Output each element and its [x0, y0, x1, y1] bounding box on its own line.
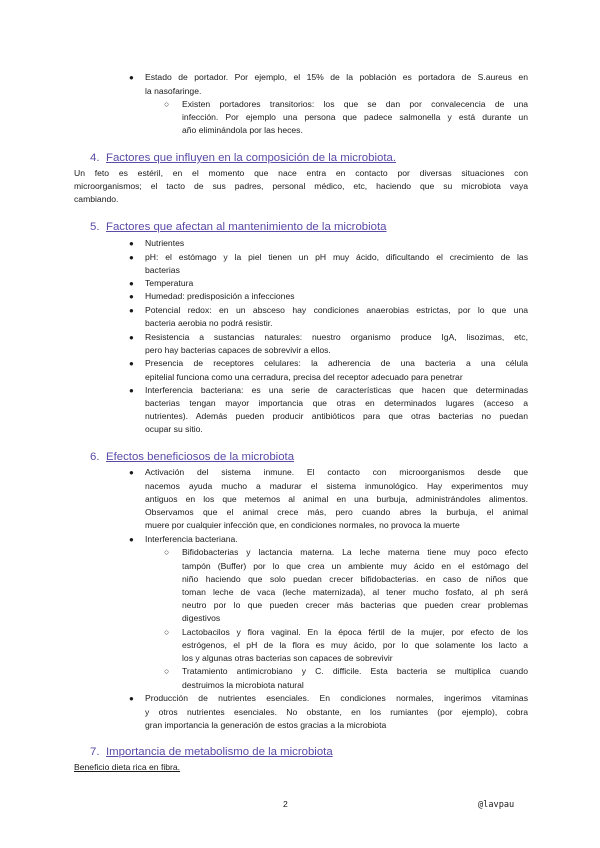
sub-list-item-cont: los y algunas otras bacterias son capaces de sobrevivir — [182, 653, 393, 663]
author-handle: @lavpau — [478, 800, 515, 810]
sub-list-item-cont: destruimos la microbiota natural — [182, 680, 304, 690]
list-item-cont: muere por cualquier infección que, en condiciones normales, no provoca la muerte — [145, 520, 460, 530]
list-item-cont: nacemos ayuda mucho a madurar el sistema inmunológico. Hay experimentos muy — [145, 481, 528, 491]
list-item: Interferencia bacteriana: es una serie de características que hacen que determinadas — [145, 385, 528, 395]
list-item: Resistencia a sustancias naturales: nuestro organismo produce IgA, lisozimas, etc, — [145, 332, 528, 342]
page-number: 2 — [283, 799, 288, 809]
section-title: Efectos beneficiosos de la microbiota — [106, 451, 295, 463]
bullet-icon: ● — [129, 694, 134, 703]
bullet-icon: ● — [129, 292, 134, 301]
list-item-cont: epitelial funciona como una cerradura, precisa del receptor adecuado para penetrar — [145, 372, 463, 382]
list-item: Temperatura — [145, 278, 194, 288]
paragraph-line: Un feto es estéril, en el momento que nace entra en contacto por diversas situaciones con — [74, 168, 528, 178]
list-item: Estado de portador. Por ejemplo, el 15% de la población es portadora de S.aureus en — [145, 72, 528, 82]
list-item: Humedad: predisposición a infecciones — [145, 291, 295, 301]
list-item: Interferencia bacteriana. — [145, 534, 238, 544]
list-item-cont: bacterias — [145, 265, 180, 275]
sub-list-item: Bifidobacterias y lactancia materna. La leche materna tiene muy poco efecto — [182, 547, 528, 557]
list-item: Presencia de receptores celulares: la adherencia de una bacteria a una célula — [145, 358, 528, 368]
paragraph-line: cambiando. — [74, 194, 119, 204]
list-item: Activación del sistema inmune. El contacto con microorganismos desde que — [145, 467, 528, 477]
sub-list-item: Tratamiento antimicrobiano y C. difficile. Esta bacteria se multiplica cuando — [182, 666, 528, 676]
bullet-icon: ● — [129, 73, 134, 82]
section-heading — [90, 745, 333, 760]
list-item-cont: ocupar su sitio. — [145, 424, 203, 434]
section-number: 6. — [90, 451, 100, 463]
section-heading — [90, 220, 387, 235]
bullet-icon: ● — [129, 253, 134, 262]
list-item-cont: antiguos en los que metemos al animal en una burbuja, administrándoles alimentos. — [145, 494, 528, 504]
circle-bullet-icon: ○ — [164, 99, 170, 109]
sub-list-item: Lactobacilos y flora vaginal. En la época fértil de la mujer, por efecto de los — [182, 627, 528, 637]
list-item: Producción de nutrientes esenciales. En condiciones normales, ingerimos vitaminas — [145, 693, 528, 703]
list-item: pH: el estómago y la piel tienen un pH muy ácido, dificultando el crecimiento de las — [145, 252, 528, 262]
list-item-cont: bacterias tengan mayor importancia que otras en determinados lugares (acceso a — [145, 398, 528, 408]
bullet-icon: ● — [129, 239, 134, 248]
subheading-underlined: Beneficio dieta rica en fibra. — [74, 762, 181, 772]
list-item: Potencial redox: en un absceso hay condiciones anaerobias estrictas, por lo que una — [145, 305, 528, 315]
circle-bullet-icon: ○ — [164, 666, 170, 676]
sub-list-item-cont: estrógenos, el pH de la flora es muy ácido, por lo que solamente los lacto a — [182, 640, 528, 650]
bullet-icon: ● — [129, 468, 134, 477]
list-item-cont: bacteria aerobia no podrá resistir. — [145, 318, 273, 328]
section-title: Factores que afectan al mantenimiento de la microbiota — [106, 221, 387, 233]
sub-list-item-cont: niño haciendo que solo puedan crecer bifidobacterias. en caso de niños que — [182, 574, 528, 584]
list-item-cont: infección. Por ejemplo una persona que padece salmonella y está durante un — [182, 112, 528, 122]
circle-bullet-icon: ○ — [164, 627, 170, 637]
circle-bullet-icon: ○ — [164, 547, 170, 557]
section-title: Factores que influyen en la composición de la microbiota. — [106, 152, 396, 164]
section-heading — [90, 151, 396, 166]
list-item-cont: y otros nutrientes esenciales. No obstante, en los rumiantes (por ejemplo), cobra — [145, 707, 528, 717]
list-item: Existen portadores transitorios: los que se dan por convalecencia de una — [182, 99, 528, 109]
sub-list-item-cont: tampón (Buffer) por lo que crea un ambiente muy ácido en el estómago del — [182, 561, 528, 571]
section-number: 4. — [90, 152, 100, 164]
list-item-cont: la nasofaringe. — [145, 86, 202, 96]
bullet-icon: ● — [129, 359, 134, 368]
section-number: 5. — [90, 221, 100, 233]
sub-list-item-cont: toman leche de vaca (leche maternizada), al tener mucho fosfato, al ph será — [182, 587, 528, 597]
section-title: Importancia de metabolismo de la microbiota — [106, 746, 333, 758]
list-item-cont: nutrientes). Además pueden producir antibióticos para que otras bacterias no puedan — [145, 411, 528, 421]
section-heading — [90, 450, 294, 465]
list-item: Nutrientes — [145, 238, 185, 248]
list-item-cont: año eliminándola por las heces. — [182, 125, 303, 135]
bullet-icon: ● — [129, 333, 134, 342]
bullet-icon: ● — [129, 306, 134, 315]
paragraph-line: microorganismos; el tacto de sus padres, personal médico, etc, haciendo que su microbiota vaya — [74, 181, 528, 191]
sub-list-item-cont: neutro por lo que pueden crecer más bacterias que pueden crear problemas — [182, 600, 528, 610]
sub-list-item-cont: digestivos — [182, 613, 221, 623]
bullet-icon: ● — [129, 279, 134, 288]
list-item-cont: gran importancia la generación de estos gracias a la microbiota — [145, 720, 387, 730]
section-number: 7. — [90, 746, 100, 758]
list-item-cont: pero hay bacterias capaces de sobrevivir a ellos. — [145, 345, 331, 355]
bullet-icon: ● — [129, 386, 134, 395]
list-item-cont: Observamos que el animal crece más, pero cuando abres la burbuja, el animal — [145, 507, 528, 517]
bullet-icon: ● — [129, 535, 134, 544]
